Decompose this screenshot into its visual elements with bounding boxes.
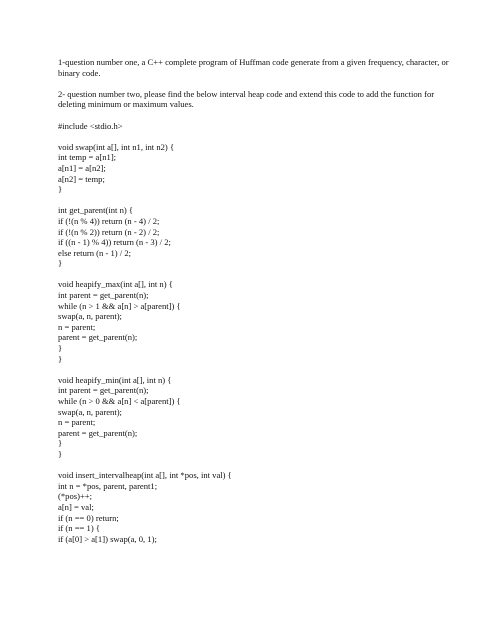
code-line: int n = *pos, parent, parent1; — [58, 480, 158, 491]
code-line: n = parent; — [58, 417, 96, 428]
code-line: #include <stdio.h> — [58, 120, 123, 131]
code-block — [58, 470, 458, 544]
code-block — [58, 279, 458, 364]
code-line: } — [58, 353, 63, 364]
code-line: if (!(n % 2)) return (n - 2) / 2; — [58, 226, 160, 237]
code-line: int get_parent(int n) { — [58, 205, 134, 216]
code-line: void swap(int a[], int n1, int n2) { — [58, 141, 175, 152]
code-line: if ((n - 1) % 4)) return (n - 3) / 2; — [58, 237, 171, 248]
code-line: } — [58, 258, 63, 269]
code-line: (*pos)++; — [58, 491, 93, 502]
code-line: a[n] = val; — [58, 501, 94, 512]
include-directive — [58, 121, 458, 132]
code-line: swap(a, n, parent); — [58, 311, 122, 322]
code-line: if (n == 0) return; — [58, 512, 119, 523]
code-line: else return (n - 1) / 2; — [58, 247, 132, 258]
code-line: n = parent; — [58, 321, 96, 332]
code-line: while (n > 1 && a[n] > a[parent]) { — [58, 300, 181, 311]
question-one: 1-question number one, a C++ complete program of Huffman code generate from a given frequency, character, or binary code. — [58, 57, 449, 78]
code-listing — [58, 142, 458, 545]
code-line: } — [58, 448, 63, 459]
code-line: if (!(n % 4)) return (n - 4) / 2; — [58, 215, 160, 226]
code-line: while (n > 0 && a[n] < a[parent]) { — [58, 396, 181, 406]
code-line: parent = get_parent(n); — [58, 427, 138, 438]
code-line: if (n == 1) { — [58, 523, 100, 534]
code-line: void insert_intervalheap(int a[], int *pos, int val) { — [58, 470, 232, 481]
code-line: swap(a, n, parent); — [58, 406, 122, 417]
code-block — [58, 142, 458, 195]
code-line: int parent = get_parent(n); — [58, 290, 149, 301]
code-line: int parent = get_parent(n); — [58, 385, 149, 396]
code-line: } — [58, 438, 63, 449]
code-line: if (a[0] > a[1]) swap(a, 0, 1); — [58, 533, 157, 544]
question-two: 2- question number two, please find the below interval heap code and extend this code to add the function for deleting minimum or maximum values. — [58, 88, 435, 110]
code-block — [58, 375, 458, 460]
code-line: a[n2] = temp; — [58, 173, 105, 184]
code-line: } — [58, 343, 63, 354]
code-line: } — [58, 184, 63, 195]
code-line: void heapify_min(int a[], int n) { — [58, 374, 172, 385]
code-line: a[n1] = a[n2]; — [58, 162, 106, 173]
code-block — [58, 205, 458, 269]
code-line: int temp = a[n1]; — [58, 152, 117, 163]
code-line: parent = get_parent(n); — [58, 332, 138, 343]
code-line: void heapify_max(int a[], int n) { — [58, 279, 173, 290]
document-page — [58, 57, 458, 555]
